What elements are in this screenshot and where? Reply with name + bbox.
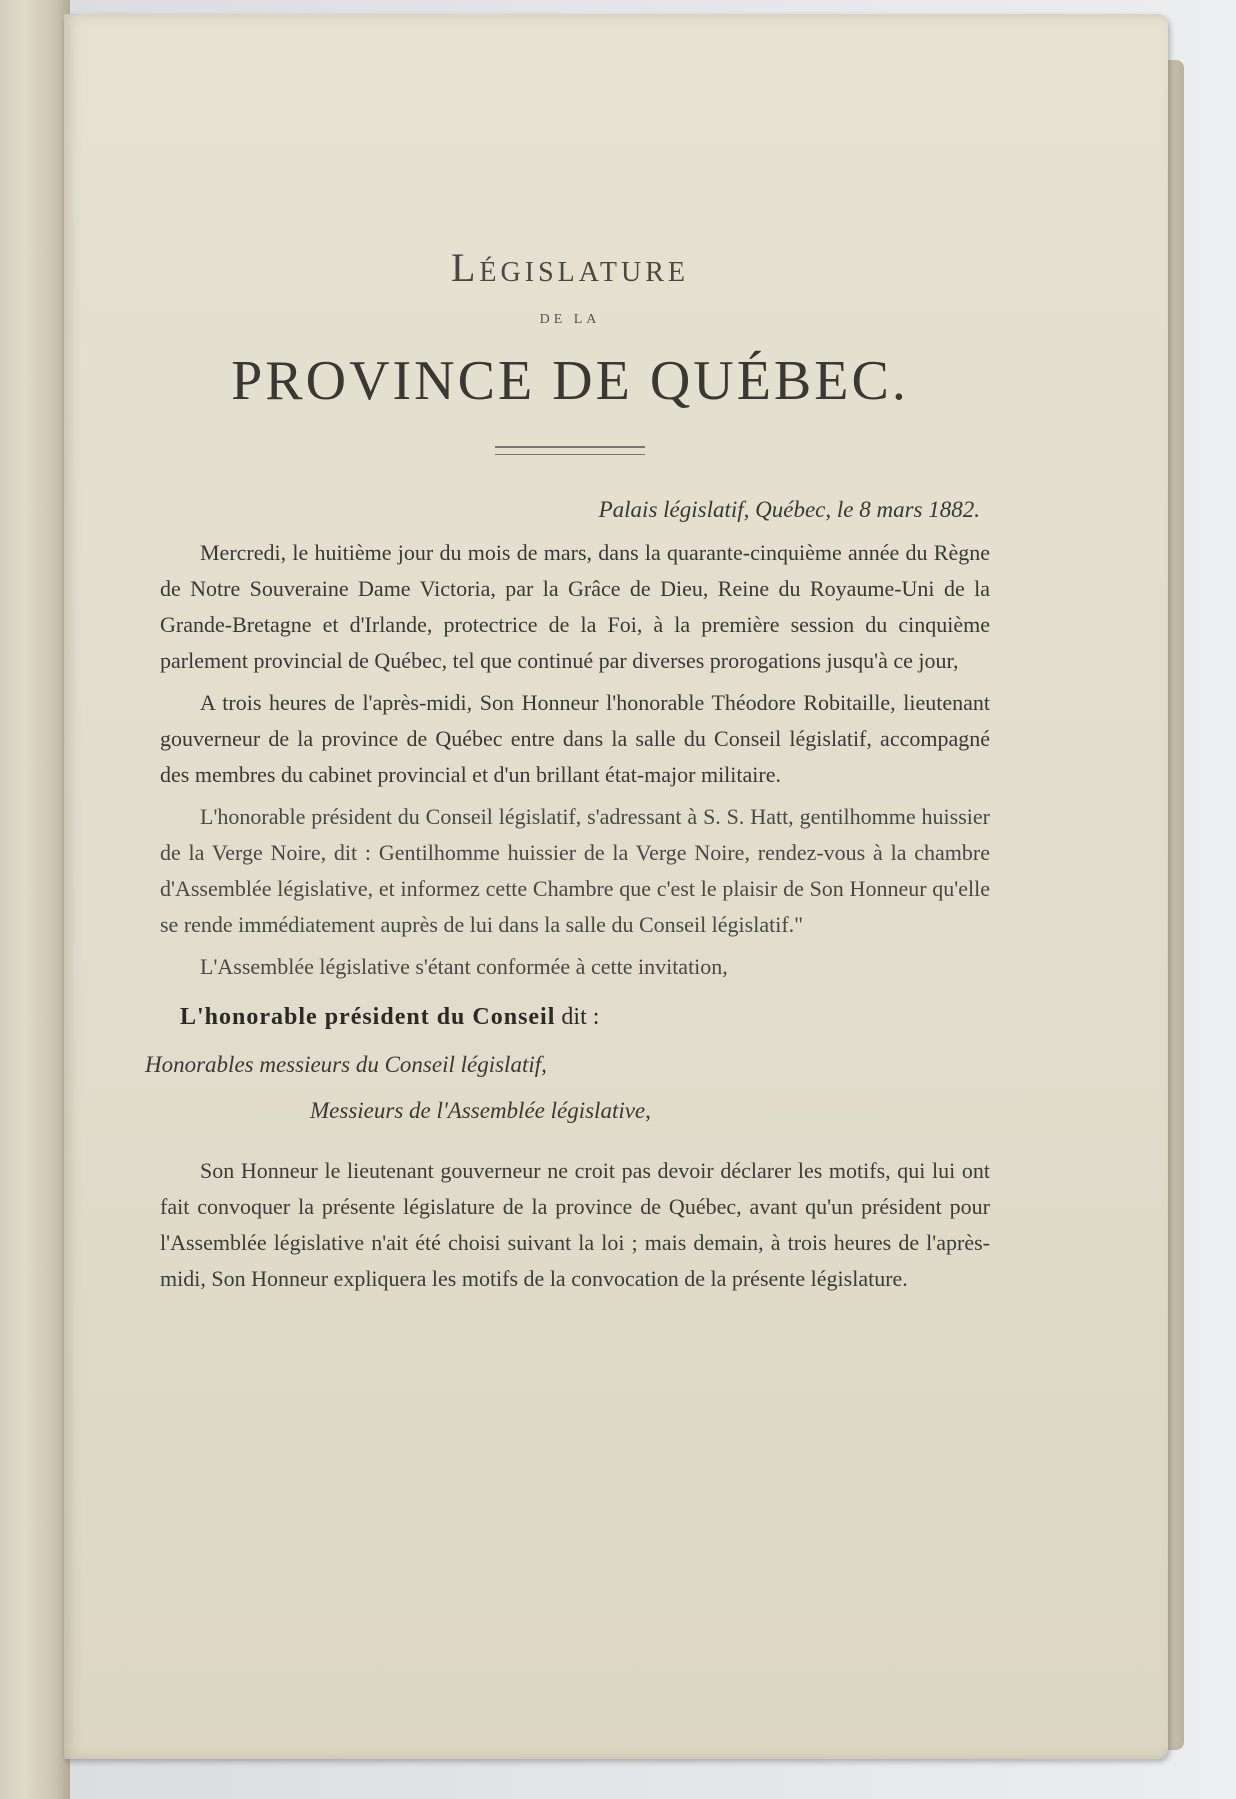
paragraph-summons: L'honorable président du Conseil législatif, s'adressant à S. S. Hatt, gentilhomme huissier de la Verge Noire, dit : Gentilhomme huissier de la Verge Noire, rendez-vous à la chambre d'Assemblée législative, et informez cette Chambre que c'est le plaisir de Son Honneur qu'elle se rende immédiatement auprès de lui dans la salle du Conseil législatif." [160,804,990,937]
heading-legislature: Législature [451,245,689,290]
speech-paragraph: Son Honneur le lieutenant gouverneur ne croit pas devoir déclarer les motifs, qui lui ont fait convoquer la présente législature de la province de Québec, avant qu'un président pour l'Assemblée législative n'ait été choisi suivant la loi ; mais demain, à trois heures de l'après-midi, Son Honneur expliquera les motifs de la convocation de la présente législature. [160,1158,990,1291]
paragraph-arrival: A trois heures de l'après-midi, Son Honneur l'honorable Théodore Robitaille, lieutenant gouverneur de la province de Québec entre dans la salle du Conseil législatif, accompagné des membres du cabinet provincial et d'un brillant état-major militaire. [160,690,990,787]
salutation-assembly: Messieurs de l'Assemblée législative, [310,1098,651,1123]
speaker-name: L'honorable président du Conseil [180,1004,556,1030]
title-rule [495,446,645,455]
heading-de-la: DE LA [539,312,601,327]
speaker-line [180,999,990,1035]
speaker-verb: dit : [555,1004,600,1030]
dateline: Palais législatif, Québec, le 8 mars 1882. [598,497,980,522]
page-stack-edge [1168,60,1184,1750]
page-content [145,210,990,1297]
heading-province: PROVINCE DE QUÉBEC. [231,350,909,412]
salutation-council: Honorables messieurs du Conseil législatif, [145,1052,547,1077]
book-binding [0,0,70,1799]
paragraph-opening: Mercredi, le huitième jour du mois de mars, dans la quarante-cinquième année du Règne de Notre Souveraine Dame Victoria, par la Grâce de Dieu, Reine du Royaume-Uni de la Grande-Bretagne et d'Irlande, protectrice de la Foi, à la première session du cinquième parlement provincial de Québec, tel que continué par diverses prorogations jusqu'à ce jour, [160,540,990,673]
paragraph-assembly: L'Assemblée législative s'étant conformée à cette invitation, [200,954,728,979]
